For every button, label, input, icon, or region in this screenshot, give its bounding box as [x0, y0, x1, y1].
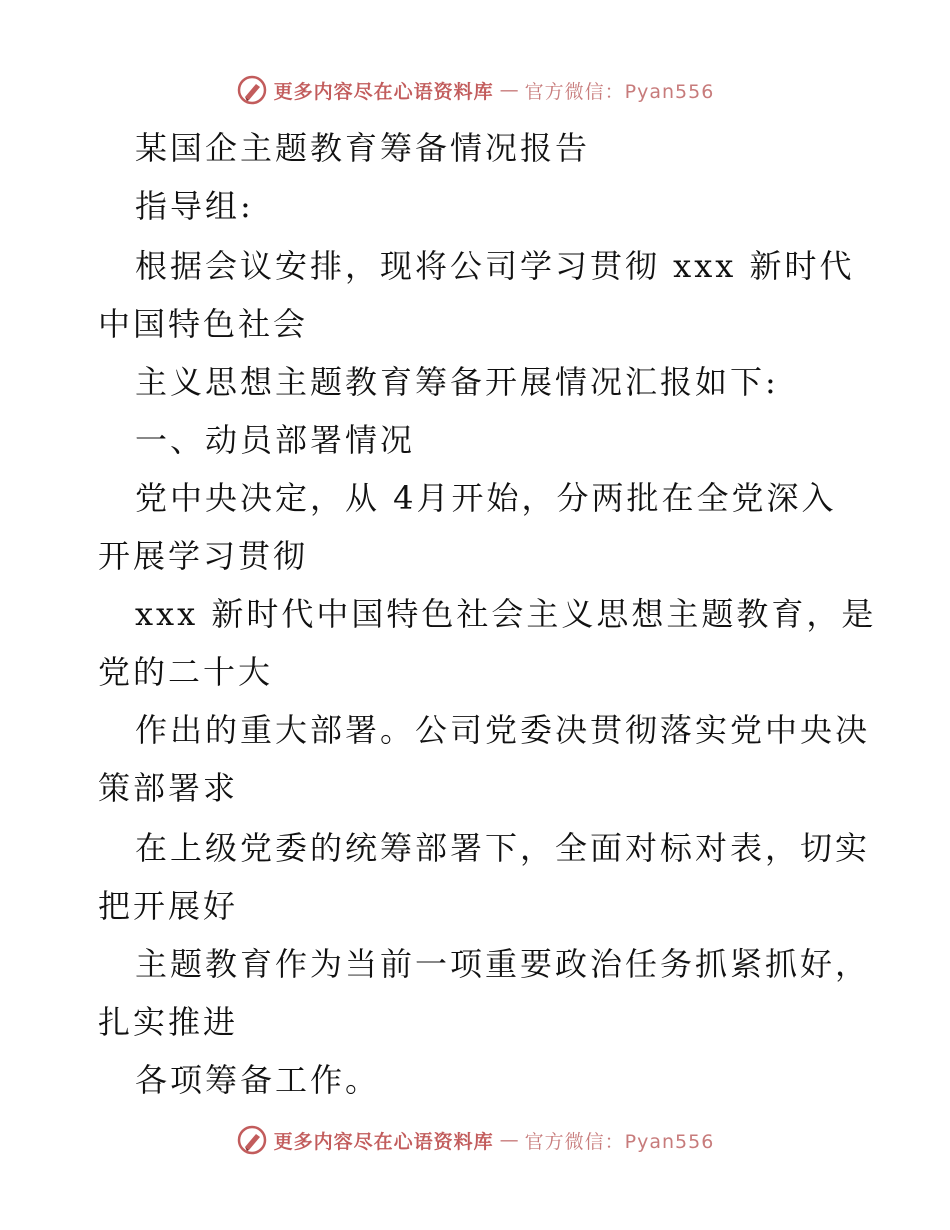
watermark-contact: 官方微信：Pyan556 [524, 1130, 715, 1153]
paragraph-line: 中国特色社会 [98, 305, 309, 343]
watermark-separator: — [499, 79, 519, 101]
document-title: 某国企主题教育筹备情况报告 [135, 129, 591, 167]
header-watermark [0, 70, 950, 110]
watermark-brand: 更多内容尽在心语资料库 [273, 1130, 494, 1153]
footer-watermark [0, 1120, 950, 1160]
paragraph-line: 主义思想主题教育筹备开展情况汇报如下: [135, 363, 779, 401]
pen-circle-logo-icon [236, 74, 268, 106]
paragraph-line: 各项筹备工作。 [135, 1061, 381, 1099]
paragraph-line: 指导组: [135, 187, 254, 225]
paragraph-line: 把开展好 [98, 887, 239, 925]
watermark-separator: — [499, 1129, 519, 1151]
paragraph-line: 扎实推进 [98, 1003, 239, 1041]
paragraph-line: xxx 新时代中国特色社会主义思想主题教育，是 [135, 595, 877, 633]
pen-circle-logo-icon [236, 1124, 268, 1156]
paragraph-line: 党的二十大 [98, 653, 274, 691]
paragraph-line: 开展学习贯彻 [98, 537, 309, 575]
paragraph-line: 在上级党委的统筹部署下，全面对标对表，切实 [135, 829, 871, 867]
paragraph-line: 根据会议安排，现将公司学习贯彻 xxx 新时代 [135, 247, 855, 285]
paragraph-line: 主题教育作为当前一项重要政治任务抓紧抓好， [135, 945, 871, 983]
watermark-brand: 更多内容尽在心语资料库 [273, 80, 494, 103]
paragraph-line: 作出的重大部署。公司党委决贯彻落实党中央决 [135, 711, 871, 749]
paragraph-line: 策部署求 [98, 769, 239, 807]
paragraph-line: 党中央决定，从 4月开始，分两批在全党深入 [135, 479, 837, 517]
section-heading: 一、动员部署情况 [135, 421, 416, 459]
watermark-contact: 官方微信：Pyan556 [524, 80, 715, 103]
